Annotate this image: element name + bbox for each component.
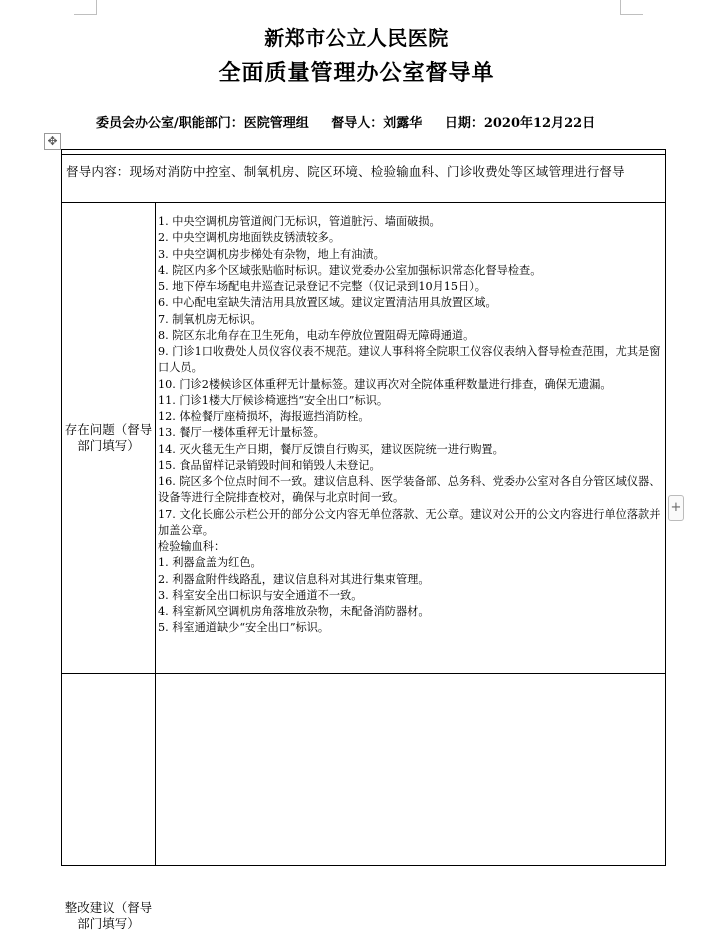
hospital-name: 新郑市公立人民医院: [264, 26, 449, 50]
issue-item: 11. 门诊1楼大厅候诊椅遮挡“安全出口”标识。: [158, 393, 389, 407]
issue-item: 1. 中央空调机房管道阀门无标识，管道脏污、墙面破损。: [158, 215, 441, 228]
issue-item: 8. 院区东北角存在卫生死角，电动车停放位置阻碍无障碍通道。: [158, 328, 475, 342]
issue-item: 2. 利器盒附件线路乱，建议信息科对其进行集束管理。: [158, 572, 430, 586]
issue-item: 2. 中央空调机房地面铁皮锈渍较多。: [158, 231, 341, 245]
supervision-content-row[interactable]: [62, 154, 665, 203]
issue-item: 6. 中心配电室缺失清洁用具放置区域。建议定置清洁用具放置区域。: [158, 296, 497, 310]
supervisor-field: 督导人：刘露华: [331, 116, 423, 131]
issue-item: 14. 灭火毯无生产日期，餐厅反馈自行购买，建议医院统一进行购置。: [158, 442, 504, 456]
issue-item: 7. 制氧机房无标识。: [158, 312, 262, 326]
issue-item: 4. 科室新风空调机房角落堆放杂物，未配备消防器材。: [158, 605, 430, 618]
supervision-content-text: 督导内容：现场对消防中控室、制氧机房、院区环境、检验输血科、门诊收费处等区域管理进行督导: [66, 164, 625, 179]
issue-item: 1. 利器盒盖为红色。: [158, 556, 262, 570]
issue-section-heading: 检验输血科：: [158, 540, 226, 553]
page-corner-mark-left: [74, 0, 97, 15]
issues-list[interactable]: [158, 214, 664, 637]
issue-item: 16. 院区多个位点时间不一致。建议信息科、医学装备部、总务科、党委办公室对各自分管区域仪器、设备等进行全院排查校对，确保与北京时间一致。: [158, 475, 661, 505]
issues-label: 存在问题（督导部门填写）: [64, 422, 153, 453]
add-column-button[interactable]: +: [668, 495, 684, 521]
issue-item: 15. 食品留样记录销毁时间和销毁人未登记。: [158, 458, 381, 472]
row-divider: [62, 673, 665, 674]
issue-item: 5. 科室通道缺少“安全出口”标识。: [158, 621, 330, 635]
meta-line: [96, 112, 656, 131]
issue-item: 10. 门诊2楼候诊区体重秤无计量标签。建议再次对全院体重秤数量进行排查，确保无遗漏。: [158, 377, 612, 391]
issue-item: 3. 中央空调机房步梯处有杂物，地上有油渍。: [158, 247, 385, 261]
table-move-handle-icon[interactable]: ✥: [44, 133, 61, 150]
supervision-table: [61, 149, 666, 931]
issue-item: 5. 地下停车场配电井巡查记录登记不完整（仅记录到10月15日）。: [158, 280, 486, 293]
issue-item: 13. 餐厅一楼体重秤无计量标签。: [158, 426, 325, 440]
issue-item: 4. 院区内多个区域张贴临时标识。建议党委办公室加强标识常态化督导检查。: [158, 263, 542, 277]
suggestions-label: 整改建议（督导部门填写）: [64, 900, 153, 931]
issue-item: 12. 体检餐厅座椅损坏，海报遮挡消防栓。: [158, 410, 370, 423]
issue-item: 17. 文化长廊公示栏公开的部分公文内容无单位落款、无公章。建议对公开的公文内容进行单位落款并加盖公章。: [158, 507, 661, 537]
department-field: 委员会办公室/职能部门：医院管理组: [96, 116, 309, 131]
issue-item: 9. 门诊1口收费处人员仪容仪表不规范。建议人事科将全院职工仪容仪表纳入督导检查范围，尤其是窗口人员。: [158, 345, 661, 375]
issue-item: 3. 科室安全出口标识与安全通道不一致。: [158, 588, 363, 602]
date-field: 日期：2020年12月22日: [444, 116, 596, 131]
document-title: 全面质量管理办公室督导单: [218, 60, 495, 86]
column-divider: [155, 203, 156, 865]
page-corner-mark-right: [620, 0, 643, 15]
